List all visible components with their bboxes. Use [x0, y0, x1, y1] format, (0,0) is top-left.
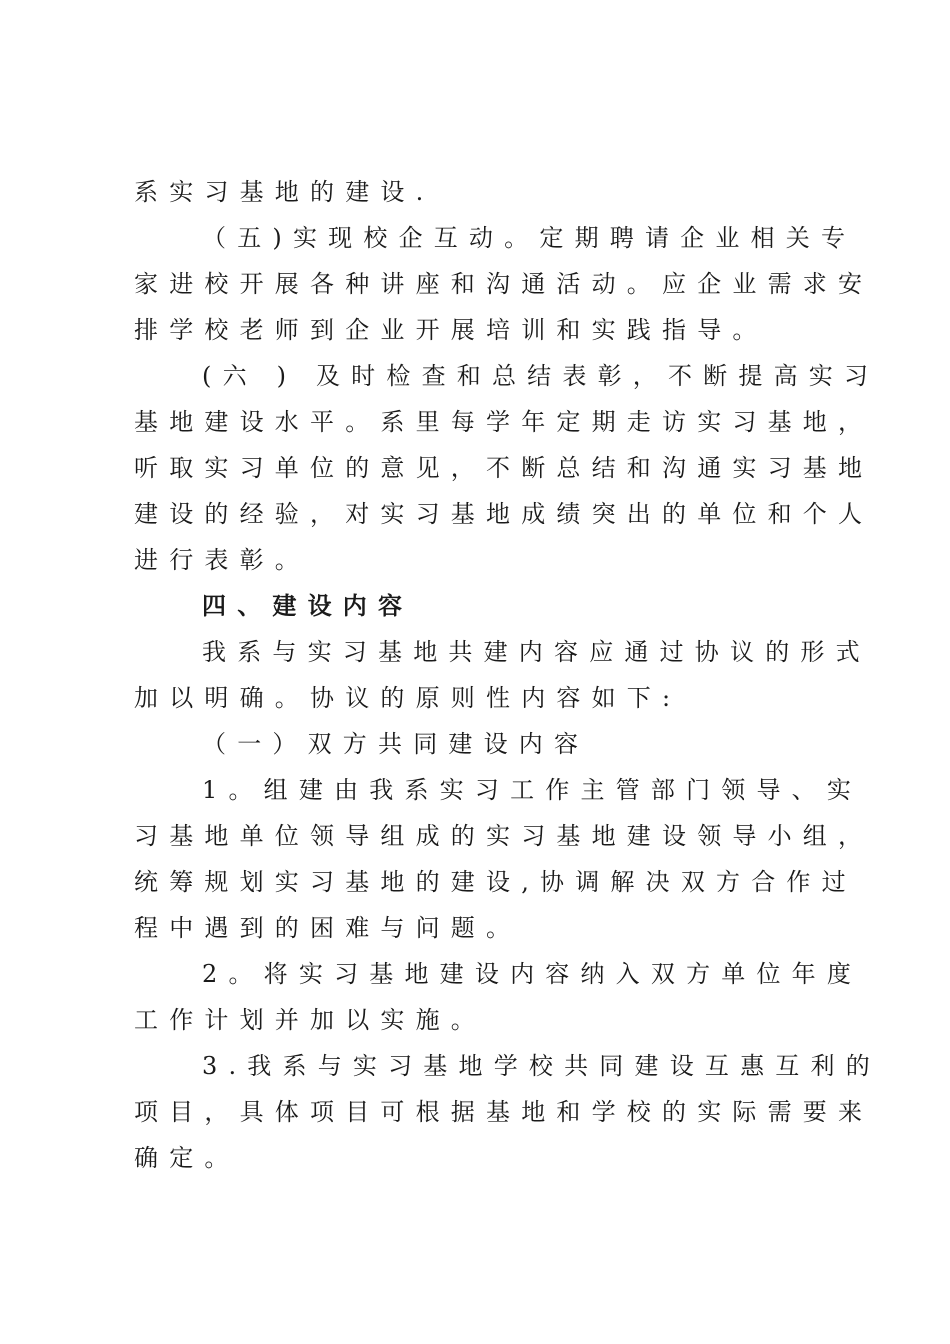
list-item-line: 项目，具体项目可根据基地和学校的实际需要来	[134, 1098, 874, 1126]
paragraph-line: (六 ) 及时检查和总结表彰，不断提高实习	[202, 362, 880, 390]
paragraph-line: 进行表彰。	[134, 546, 310, 574]
subsection-heading: （一）双方共同建设内容	[202, 730, 590, 758]
paragraph-line: 加以明确。协议的原则性内容如下:	[134, 684, 682, 712]
paragraph-line: 系实习基地的建设.	[134, 178, 435, 206]
list-item-line: 工作计划并加以实施。	[134, 1006, 486, 1034]
list-item-line: 统筹规划实习基地的建设,协调解决双方合作过	[134, 868, 857, 896]
document-body	[134, 169, 881, 1181]
list-item-line: 2。将实习基地建设内容纳入双方单位年度	[202, 960, 863, 988]
paragraph-line: 听取实习单位的意见，不断总结和沟通实习基地	[134, 454, 874, 482]
paragraph-line: 基地建设水平。系里每学年定期走访实习基地，	[134, 408, 874, 436]
list-item-line: 确定。	[134, 1144, 240, 1172]
paragraph-line: 我系与实习基地共建内容应通过协议的形式	[202, 638, 871, 666]
list-item-line: 1。组建由我系实习工作主管部门领导、实	[202, 776, 863, 804]
list-item-line: 程中遇到的困难与问题。	[134, 914, 522, 942]
section-heading: 四、建设内容	[202, 591, 414, 620]
paragraph-line: （五)实现校企互动。定期聘请企业相关专	[202, 224, 857, 252]
paragraph-line: 建设的经验，对实习基地成绩突出的单位和个人	[134, 500, 874, 528]
list-item-line: 3.我系与实习基地学校共同建设互惠互利的	[202, 1052, 881, 1080]
list-item-line: 习基地单位领导组成的实习基地建设领导小组，	[134, 822, 874, 850]
paragraph-line: 排学校老师到企业开展培训和实践指导。	[134, 316, 768, 344]
paragraph-line: 家进校开展各种讲座和沟通活动。应企业需求安	[134, 270, 874, 298]
